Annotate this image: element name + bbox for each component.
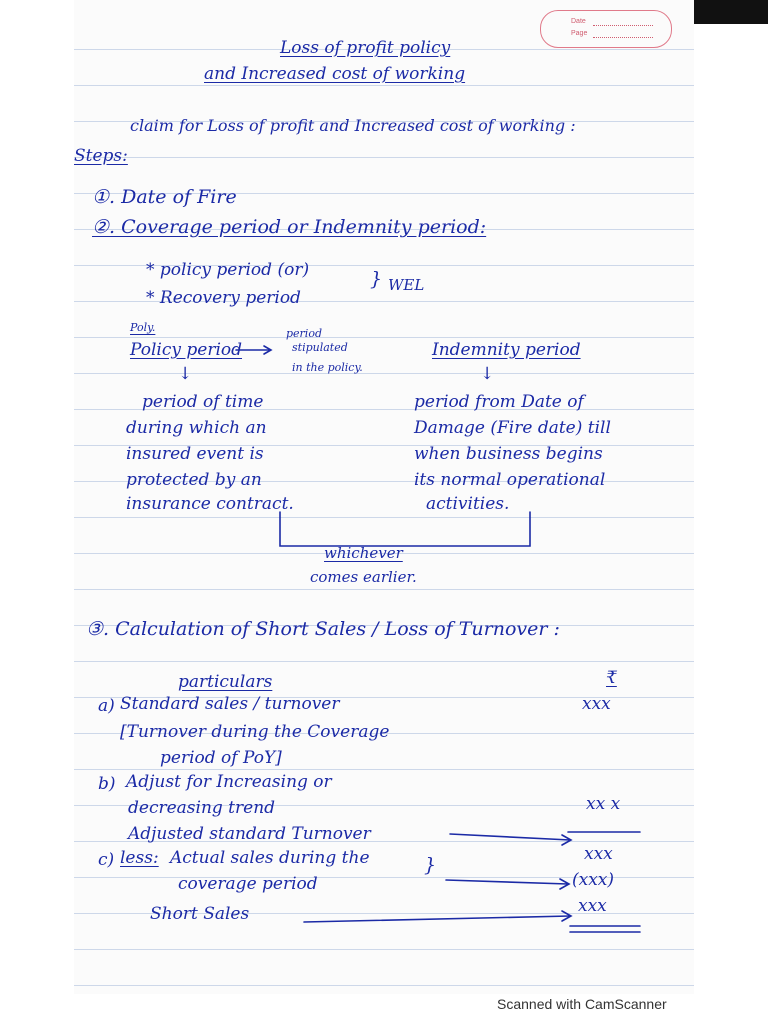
policy-def-1: period of time bbox=[142, 392, 264, 412]
policy-abbrev: Poly. bbox=[130, 321, 156, 334]
policy-note-3: in the policy. bbox=[292, 361, 363, 374]
policy-arrow-down-icon: ↓ bbox=[178, 364, 193, 384]
scan-edge bbox=[694, 0, 768, 24]
particulars-header: particulars bbox=[178, 672, 273, 692]
actual-arrow bbox=[446, 880, 568, 884]
policy-note-1: period bbox=[286, 327, 322, 340]
page-label: Page bbox=[571, 30, 588, 37]
main-heading: claim for Loss of profit and Increased cost of working : bbox=[130, 116, 576, 135]
policy-def-4: protected by an bbox=[126, 470, 262, 490]
indemnity-def-4: its normal operational bbox=[414, 470, 606, 490]
currency-header: ₹ bbox=[606, 668, 617, 688]
indemnity-def-3: when business begins bbox=[414, 444, 603, 464]
row-a-line-2: [Turnover during the Coverage bbox=[120, 722, 390, 742]
policy-def-5: insurance contract. bbox=[126, 494, 294, 514]
whichever-line-2: comes earlier. bbox=[310, 568, 417, 586]
title-line-1: Loss of profit policy bbox=[280, 38, 451, 58]
whichever-line-1: whichever bbox=[324, 544, 403, 562]
row-c-value: (xxx) bbox=[572, 870, 615, 890]
wel-brace: } bbox=[370, 268, 383, 290]
row-c-brace: } bbox=[424, 854, 437, 876]
wel-label: WEL bbox=[388, 276, 425, 294]
steps-label: Steps: bbox=[74, 146, 128, 166]
step-2: ②. Coverage period or Indemnity period: bbox=[92, 216, 487, 238]
notebook-page bbox=[74, 0, 694, 994]
indemnity-def-1: period from Date of bbox=[414, 392, 584, 412]
short-sales-value: xxx bbox=[578, 896, 607, 916]
wel-item-2: * Recovery period bbox=[146, 288, 301, 308]
adjusted-arrow bbox=[450, 834, 570, 840]
indemnity-def-2: Damage (Fire date) till bbox=[414, 418, 611, 438]
short-sales-label: Short Sales bbox=[150, 904, 250, 924]
adjusted-value: xxx bbox=[584, 844, 613, 864]
short-sales-arrow bbox=[304, 916, 570, 922]
indemnity-arrow-down-icon: ↓ bbox=[480, 364, 495, 384]
adjusted-turnover: Adjusted standard Turnover bbox=[128, 824, 371, 844]
hand-drawn-strokes bbox=[74, 0, 694, 994]
row-a-line-1: Standard sales / turnover bbox=[120, 694, 340, 714]
step-3-title: ③. Calculation of Short Sales / Loss of Turnover : bbox=[86, 618, 560, 640]
row-b-line-1: Adjust for Increasing or bbox=[126, 772, 332, 792]
scanner-watermark: Scanned with CamScanner bbox=[497, 996, 667, 1012]
indemnity-def-5: activities. bbox=[426, 494, 510, 514]
row-b-value: xx x bbox=[586, 794, 621, 814]
policy-def-3: insured event is bbox=[126, 444, 264, 464]
policy-note-2: stipulated bbox=[292, 341, 348, 354]
wel-item-1: * policy period (or) bbox=[146, 260, 310, 280]
policy-period-label: Policy period bbox=[130, 340, 243, 360]
row-b-label: b) bbox=[98, 774, 116, 794]
row-c-label: c) bbox=[98, 850, 115, 870]
step-1: ①. Date of Fire bbox=[92, 186, 237, 208]
row-a-value: xxx bbox=[582, 694, 611, 714]
row-c-line-1: Actual sales during the bbox=[170, 848, 370, 868]
whichever-bracket bbox=[280, 512, 530, 546]
date-label: Date bbox=[571, 18, 586, 25]
row-a-line-3: period of PoY] bbox=[160, 748, 282, 768]
policy-def-2: during which an bbox=[126, 418, 267, 438]
row-c-less: less: bbox=[120, 848, 159, 868]
row-c-line-2: coverage period bbox=[178, 874, 318, 894]
row-a-label: a) bbox=[98, 696, 115, 716]
row-b-line-2: decreasing trend bbox=[128, 798, 276, 818]
indemnity-period-label: Indemnity period bbox=[432, 340, 581, 360]
title-line-2: and Increased cost of working bbox=[204, 64, 466, 84]
